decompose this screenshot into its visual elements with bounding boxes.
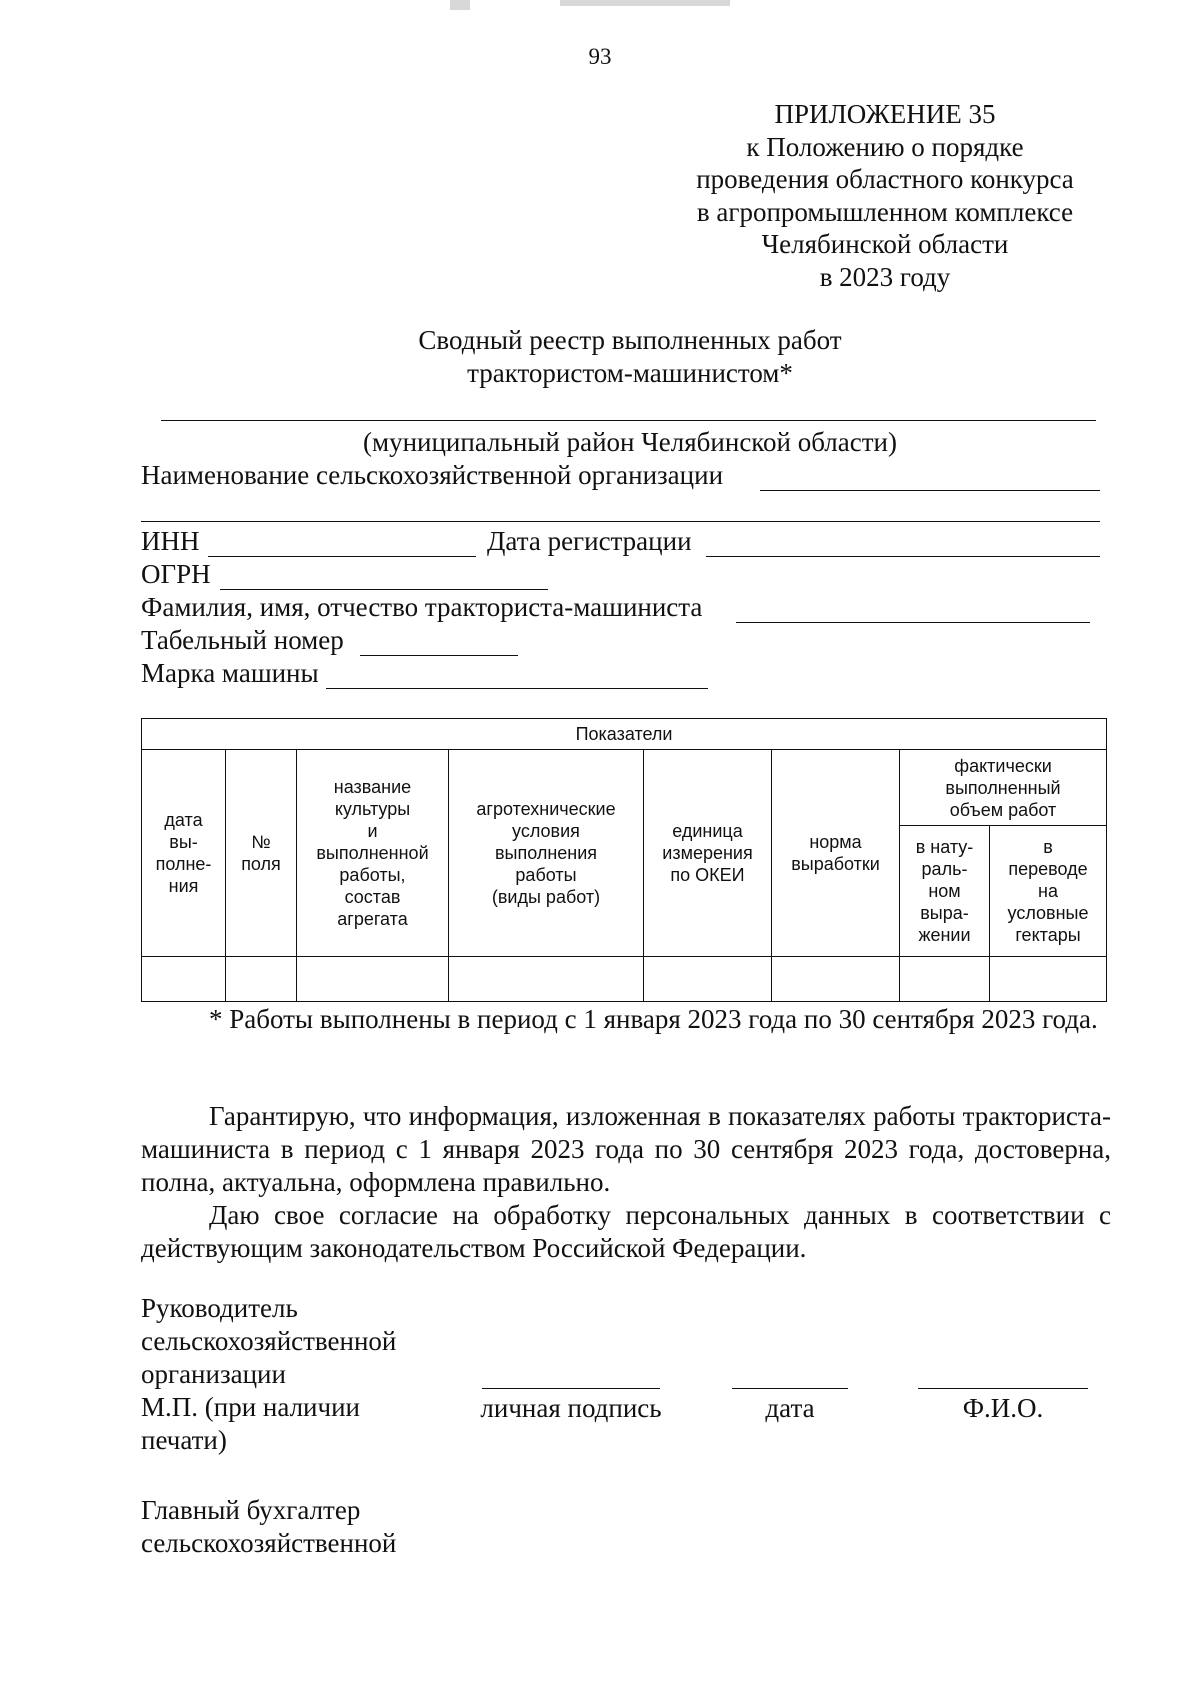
col-header-conventional: в переводе на условные гектары [990, 826, 1107, 956]
appendix-line: проведения областного конкурса [696, 164, 1074, 194]
reg-date-input-line[interactable] [706, 556, 1100, 557]
title-line: трактористом-машинистом* [467, 358, 793, 388]
registry-table [141, 718, 1107, 1002]
table-cell[interactable] [644, 956, 772, 1001]
consent-text: Даю свое согласие на обработку персональных данных в соответствии с действующим законодательством Российской Федерации. [141, 1200, 1111, 1263]
table-cell[interactable] [772, 956, 900, 1001]
date-caption: дата [765, 1393, 815, 1423]
appendix-line: в 2023 году [819, 261, 951, 292]
footnote-text: * Работы выполнены в период с 1 января 2023 года по 30 сентября 2023 года. [209, 1004, 1098, 1034]
appendix-line: в агропромышленном комплексе [696, 196, 1074, 227]
col-header-date: дата вы- полне- ния [142, 750, 226, 957]
guarantee-text: Гарантирую, что информация, изложенная в показателях работы тракториста-машиниста в период с 1 января 2023 года по 30 сентября 2023 года, достоверна, полна, актуальна, оформлена правильно. [141, 1101, 1111, 1197]
org-name-input-line-2[interactable] [141, 521, 1100, 522]
appendix-line: к Положению о порядке [746, 131, 1024, 162]
col-header-conditions: агротехнические условия выполнения работы (виды работ) [449, 750, 644, 957]
tab-number-input-line[interactable] [360, 655, 518, 656]
guarantee-paragraph [141, 1100, 1111, 1199]
ogrn-input-line[interactable] [220, 589, 548, 590]
appendix-header [640, 98, 1130, 293]
org-name-label: Наименование сельскохозяйственной организации [141, 460, 724, 490]
machine-label: Марка машины [141, 658, 319, 688]
accountant-signature-label: Главный бухгалтер сельскохозяйственной [141, 1495, 397, 1558]
col-header-unit: единица измерения по ОКЕИ [644, 750, 772, 957]
table-cell[interactable] [900, 956, 990, 1001]
scan-artifact [560, 0, 730, 6]
table-cell[interactable] [990, 956, 1107, 1001]
col-header-field: № поля [226, 750, 297, 957]
document-title [330, 324, 930, 390]
appendix-line: Челябинской области [761, 229, 1009, 259]
signature-caption: личная подпись [480, 1393, 662, 1423]
reg-date-label: Дата регистрации [487, 526, 692, 556]
tab-number-label: Табельный номер [141, 625, 344, 655]
table-group-header: Показатели [142, 719, 1107, 750]
title-line: Сводный реестр выполненных работ [418, 325, 842, 355]
footnote [141, 1003, 1111, 1036]
table-cell[interactable] [142, 956, 226, 1001]
district-caption: (муниципальный район Челябинской области) [363, 427, 897, 457]
inn-label: ИНН [141, 526, 200, 556]
scan-artifact [450, 0, 470, 10]
operator-fio-input-line[interactable] [736, 622, 1090, 623]
table-cell[interactable] [449, 956, 644, 1001]
page-number: 93 [588, 44, 612, 69]
col-header-norm: норма выработки [772, 750, 900, 957]
head-signature-line[interactable] [482, 1388, 660, 1389]
org-name-input-line[interactable] [760, 490, 1100, 491]
consent-paragraph [141, 1199, 1111, 1265]
col-header-crop: название культуры и выполненной работы, состав агрегата [297, 750, 449, 957]
operator-fio-label: Фамилия, имя, отчество тракториста-машиниста [141, 592, 703, 622]
table-cell[interactable] [226, 956, 297, 1001]
inn-input-line[interactable] [208, 556, 476, 557]
district-input-line[interactable] [161, 420, 1096, 421]
appendix-line: ПРИЛОЖЕНИЕ 35 [774, 99, 996, 129]
head-fio-line[interactable] [918, 1388, 1088, 1389]
col-header-actual: фактически выполненный объем работ [900, 750, 1107, 826]
head-date-line[interactable] [732, 1388, 848, 1389]
ogrn-label: ОГРН [141, 559, 211, 589]
table-cell[interactable] [297, 956, 449, 1001]
col-header-natural: в нату- раль- ном выра- жении [900, 826, 990, 956]
head-signature-label: Руководитель сельскохозяйственной организации М.П. (при наличии печати) [141, 1293, 397, 1455]
fio-caption: Ф.И.О. [962, 1393, 1044, 1423]
machine-input-line[interactable] [326, 688, 708, 689]
table-row [142, 956, 1107, 1001]
